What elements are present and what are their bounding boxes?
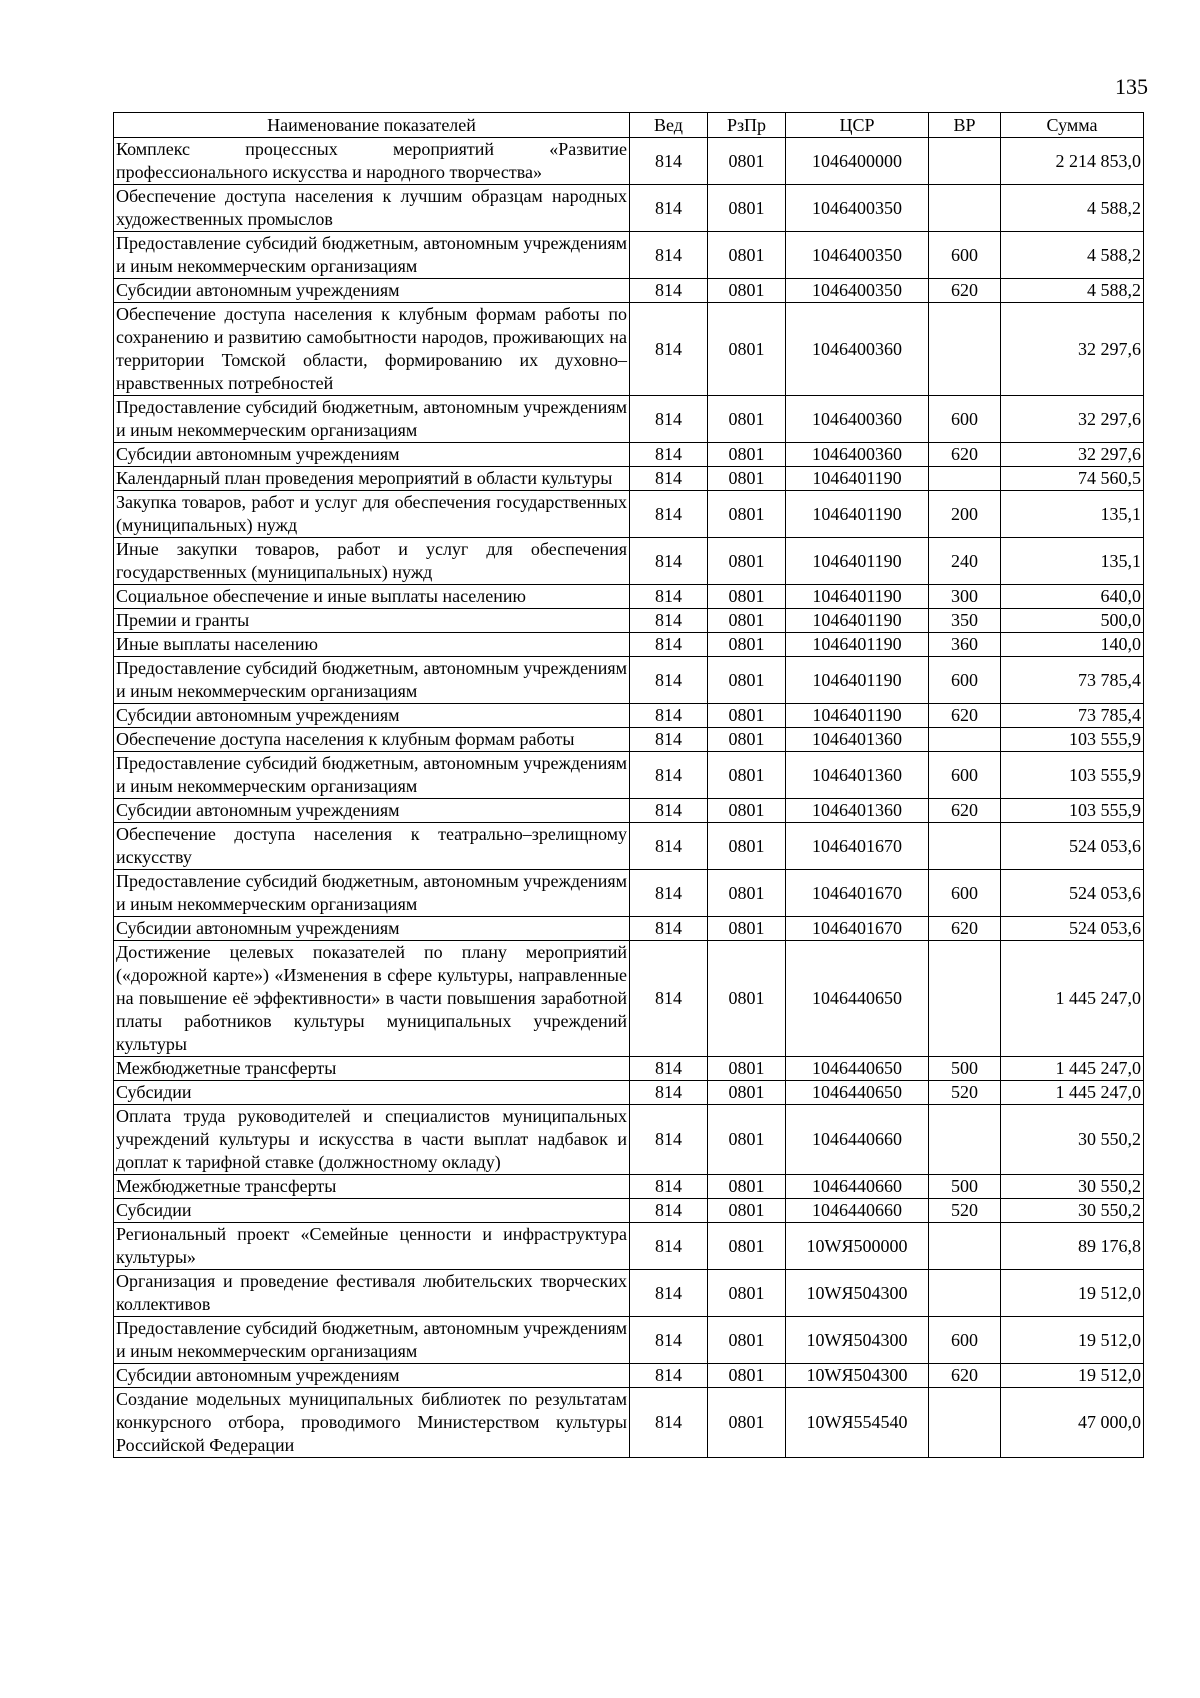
table-row (114, 443, 1144, 467)
cell-name: Создание модельных муниципальных библиотек по результатам конкурсного отбора, проводимого Министерством культуры Российской Федерации (114, 1388, 630, 1458)
cell-csr: 10WЯ500000 (786, 1223, 929, 1270)
cell-ved: 814 (630, 396, 708, 443)
cell-sum: 30 550,2 (1001, 1105, 1144, 1175)
cell-vr (929, 1105, 1001, 1175)
table-row (114, 870, 1144, 917)
cell-ved: 814 (630, 585, 708, 609)
cell-ved: 814 (630, 799, 708, 823)
cell-name: Субсидии автономным учреждениям (114, 443, 630, 467)
cell-rzpr: 0801 (708, 1081, 786, 1105)
cell-vr: 600 (929, 870, 1001, 917)
table-row (114, 704, 1144, 728)
header-ved: Вед (630, 113, 708, 138)
cell-name: Предоставление субсидий бюджетным, автономным учреждениям и иным некоммерческим организациям (114, 752, 630, 799)
cell-name: Обеспечение доступа населения к театрально–зрелищному искусству (114, 823, 630, 870)
cell-name: Межбюджетные трансферты (114, 1057, 630, 1081)
cell-ved: 814 (630, 917, 708, 941)
cell-sum: 524 053,6 (1001, 917, 1144, 941)
cell-rzpr: 0801 (708, 303, 786, 396)
cell-vr: 520 (929, 1081, 1001, 1105)
table-row (114, 1223, 1144, 1270)
cell-vr: 600 (929, 657, 1001, 704)
cell-csr: 1046440660 (786, 1105, 929, 1175)
table-row (114, 799, 1144, 823)
cell-ved: 814 (630, 823, 708, 870)
cell-ved: 814 (630, 728, 708, 752)
cell-vr (929, 1270, 1001, 1317)
table-row (114, 1199, 1144, 1223)
cell-name: Организация и проведение фестиваля любительских творческих коллективов (114, 1270, 630, 1317)
cell-csr: 1046400000 (786, 138, 929, 185)
cell-name: Субсидии (114, 1081, 630, 1105)
cell-vr (929, 138, 1001, 185)
cell-vr: 620 (929, 704, 1001, 728)
cell-ved: 814 (630, 1105, 708, 1175)
cell-csr: 1046400360 (786, 443, 929, 467)
cell-vr: 600 (929, 396, 1001, 443)
cell-ved: 814 (630, 1175, 708, 1199)
cell-sum: 524 053,6 (1001, 823, 1144, 870)
cell-rzpr: 0801 (708, 185, 786, 232)
cell-csr: 1046401190 (786, 585, 929, 609)
cell-vr: 620 (929, 443, 1001, 467)
cell-csr: 1046440650 (786, 941, 929, 1057)
cell-sum: 4 588,2 (1001, 185, 1144, 232)
cell-ved: 814 (630, 941, 708, 1057)
cell-rzpr: 0801 (708, 704, 786, 728)
cell-ved: 814 (630, 1199, 708, 1223)
cell-sum: 640,0 (1001, 585, 1144, 609)
cell-vr: 300 (929, 585, 1001, 609)
cell-vr: 600 (929, 1317, 1001, 1364)
table-row (114, 941, 1144, 1057)
cell-vr (929, 467, 1001, 491)
budget-table (113, 112, 1144, 1458)
cell-vr: 600 (929, 752, 1001, 799)
cell-csr: 1046400360 (786, 396, 929, 443)
cell-name: Социальное обеспечение и иные выплаты населению (114, 585, 630, 609)
cell-vr: 350 (929, 609, 1001, 633)
header-rzpr: РзПр (708, 113, 786, 138)
cell-sum: 524 053,6 (1001, 870, 1144, 917)
cell-ved: 814 (630, 1388, 708, 1458)
cell-csr: 1046401670 (786, 917, 929, 941)
cell-vr: 200 (929, 491, 1001, 538)
table-row (114, 138, 1144, 185)
cell-name: Календарный план проведения мероприятий в области культуры (114, 467, 630, 491)
cell-rzpr: 0801 (708, 538, 786, 585)
table-row (114, 538, 1144, 585)
cell-name: Обеспечение доступа населения к лучшим образцам народных художественных промыслов (114, 185, 630, 232)
cell-csr: 10WЯ504300 (786, 1317, 929, 1364)
cell-sum: 73 785,4 (1001, 704, 1144, 728)
table-row (114, 232, 1144, 279)
cell-sum: 19 512,0 (1001, 1270, 1144, 1317)
cell-vr (929, 185, 1001, 232)
cell-csr: 1046401670 (786, 870, 929, 917)
cell-name: Премии и гранты (114, 609, 630, 633)
table-row (114, 279, 1144, 303)
cell-ved: 814 (630, 185, 708, 232)
table-row (114, 1270, 1144, 1317)
cell-csr: 1046401670 (786, 823, 929, 870)
cell-csr: 1046400350 (786, 185, 929, 232)
table-row (114, 823, 1144, 870)
cell-ved: 814 (630, 443, 708, 467)
cell-ved: 814 (630, 1081, 708, 1105)
cell-vr (929, 728, 1001, 752)
cell-ved: 814 (630, 279, 708, 303)
cell-ved: 814 (630, 1270, 708, 1317)
cell-vr: 620 (929, 279, 1001, 303)
cell-sum: 30 550,2 (1001, 1199, 1144, 1223)
table-row (114, 1388, 1144, 1458)
cell-csr: 10WЯ504300 (786, 1364, 929, 1388)
cell-rzpr: 0801 (708, 657, 786, 704)
cell-rzpr: 0801 (708, 823, 786, 870)
cell-csr: 1046440660 (786, 1175, 929, 1199)
cell-rzpr: 0801 (708, 585, 786, 609)
cell-rzpr: 0801 (708, 1057, 786, 1081)
cell-rzpr: 0801 (708, 728, 786, 752)
cell-vr: 500 (929, 1175, 1001, 1199)
cell-ved: 814 (630, 491, 708, 538)
cell-sum: 500,0 (1001, 609, 1144, 633)
cell-rzpr: 0801 (708, 467, 786, 491)
cell-sum: 30 550,2 (1001, 1175, 1144, 1199)
cell-csr: 1046440650 (786, 1057, 929, 1081)
table-row (114, 657, 1144, 704)
cell-vr (929, 303, 1001, 396)
cell-vr: 620 (929, 799, 1001, 823)
cell-sum: 103 555,9 (1001, 752, 1144, 799)
cell-vr: 620 (929, 1364, 1001, 1388)
table-row (114, 728, 1144, 752)
cell-csr: 1046400350 (786, 232, 929, 279)
cell-vr (929, 823, 1001, 870)
cell-ved: 814 (630, 303, 708, 396)
cell-csr: 1046401360 (786, 752, 929, 799)
cell-csr: 10WЯ554540 (786, 1388, 929, 1458)
cell-csr: 1046401190 (786, 467, 929, 491)
cell-rzpr: 0801 (708, 633, 786, 657)
table-row (114, 609, 1144, 633)
table-row (114, 1081, 1144, 1105)
cell-name: Предоставление субсидий бюджетным, автономным учреждениям и иным некоммерческим организациям (114, 232, 630, 279)
cell-name: Предоставление субсидий бюджетным, автономным учреждениям и иным некоммерческим организациям (114, 657, 630, 704)
cell-sum: 32 297,6 (1001, 303, 1144, 396)
cell-sum: 19 512,0 (1001, 1317, 1144, 1364)
cell-sum: 2 214 853,0 (1001, 138, 1144, 185)
cell-rzpr: 0801 (708, 396, 786, 443)
cell-csr: 1046401190 (786, 538, 929, 585)
cell-csr: 1046401190 (786, 491, 929, 538)
table-body (114, 138, 1144, 1458)
cell-name: Обеспечение доступа населения к клубным формам работы по сохранению и развитию самобытности народов, проживающих на территории Томской области, формированию их духовно–нравственных потребностей (114, 303, 630, 396)
table-row (114, 1175, 1144, 1199)
cell-sum: 140,0 (1001, 633, 1144, 657)
cell-name: Субсидии автономным учреждениям (114, 1364, 630, 1388)
cell-sum: 135,1 (1001, 491, 1144, 538)
cell-vr (929, 1223, 1001, 1270)
cell-name: Предоставление субсидий бюджетным, автономным учреждениям и иным некоммерческим организациям (114, 396, 630, 443)
table-header-row (114, 113, 1144, 138)
cell-csr: 1046401190 (786, 609, 929, 633)
cell-ved: 814 (630, 467, 708, 491)
cell-rzpr: 0801 (708, 491, 786, 538)
cell-rzpr: 0801 (708, 941, 786, 1057)
table-row (114, 1364, 1144, 1388)
cell-rzpr: 0801 (708, 1388, 786, 1458)
cell-csr: 1046401360 (786, 799, 929, 823)
cell-rzpr: 0801 (708, 609, 786, 633)
cell-rzpr: 0801 (708, 279, 786, 303)
cell-sum: 1 445 247,0 (1001, 1081, 1144, 1105)
cell-ved: 814 (630, 1223, 708, 1270)
cell-name: Межбюджетные трансферты (114, 1175, 630, 1199)
header-name: Наименование показателей (114, 113, 630, 138)
cell-rzpr: 0801 (708, 138, 786, 185)
cell-sum: 73 785,4 (1001, 657, 1144, 704)
cell-vr: 240 (929, 538, 1001, 585)
cell-ved: 814 (630, 138, 708, 185)
cell-name: Закупка товаров, работ и услуг для обеспечения государственных (муниципальных) нужд (114, 491, 630, 538)
header-csr: ЦСР (786, 113, 929, 138)
cell-name: Субсидии автономным учреждениям (114, 799, 630, 823)
cell-rzpr: 0801 (708, 1364, 786, 1388)
table-row (114, 491, 1144, 538)
cell-vr: 600 (929, 232, 1001, 279)
cell-name: Предоставление субсидий бюджетным, автономным учреждениям и иным некоммерческим организациям (114, 870, 630, 917)
cell-rzpr: 0801 (708, 752, 786, 799)
cell-name: Обеспечение доступа населения к клубным формам работы (114, 728, 630, 752)
cell-name: Региональный проект «Семейные ценности и инфраструктура культуры» (114, 1223, 630, 1270)
cell-vr: 360 (929, 633, 1001, 657)
cell-name: Субсидии автономным учреждениям (114, 704, 630, 728)
cell-vr (929, 1388, 1001, 1458)
cell-ved: 814 (630, 232, 708, 279)
cell-name: Предоставление субсидий бюджетным, автономным учреждениям и иным некоммерческим организациям (114, 1317, 630, 1364)
cell-sum: 19 512,0 (1001, 1364, 1144, 1388)
cell-sum: 32 297,6 (1001, 396, 1144, 443)
table-row (114, 396, 1144, 443)
cell-rzpr: 0801 (708, 443, 786, 467)
cell-csr: 1046440660 (786, 1199, 929, 1223)
cell-sum: 74 560,5 (1001, 467, 1144, 491)
header-sum: Сумма (1001, 113, 1144, 138)
cell-rzpr: 0801 (708, 1105, 786, 1175)
cell-ved: 814 (630, 704, 708, 728)
cell-sum: 1 445 247,0 (1001, 941, 1144, 1057)
cell-csr: 1046440650 (786, 1081, 929, 1105)
cell-ved: 814 (630, 1364, 708, 1388)
cell-csr: 1046400360 (786, 303, 929, 396)
cell-vr: 500 (929, 1057, 1001, 1081)
cell-sum: 135,1 (1001, 538, 1144, 585)
table-row (114, 1057, 1144, 1081)
table-row (114, 585, 1144, 609)
cell-ved: 814 (630, 609, 708, 633)
cell-rzpr: 0801 (708, 917, 786, 941)
cell-name: Субсидии автономным учреждениям (114, 917, 630, 941)
cell-csr: 1046401190 (786, 704, 929, 728)
table-row (114, 1317, 1144, 1364)
cell-ved: 814 (630, 1317, 708, 1364)
table-row (114, 752, 1144, 799)
cell-sum: 4 588,2 (1001, 232, 1144, 279)
cell-ved: 814 (630, 657, 708, 704)
cell-name: Субсидии (114, 1199, 630, 1223)
cell-name: Иные выплаты населению (114, 633, 630, 657)
cell-rzpr: 0801 (708, 1270, 786, 1317)
cell-ved: 814 (630, 633, 708, 657)
table-row (114, 185, 1144, 232)
cell-name: Иные закупки товаров, работ и услуг для обеспечения государственных (муниципальных) нужд (114, 538, 630, 585)
cell-vr: 520 (929, 1199, 1001, 1223)
table-row (114, 917, 1144, 941)
cell-rzpr: 0801 (708, 1199, 786, 1223)
table-row (114, 467, 1144, 491)
cell-name: Субсидии автономным учреждениям (114, 279, 630, 303)
cell-csr: 1046401360 (786, 728, 929, 752)
cell-ved: 814 (630, 1057, 708, 1081)
cell-ved: 814 (630, 538, 708, 585)
cell-rzpr: 0801 (708, 1223, 786, 1270)
cell-sum: 103 555,9 (1001, 728, 1144, 752)
cell-sum: 32 297,6 (1001, 443, 1144, 467)
cell-rzpr: 0801 (708, 232, 786, 279)
table-row (114, 303, 1144, 396)
cell-sum: 4 588,2 (1001, 279, 1144, 303)
page-number: 135 (1115, 74, 1148, 99)
table-row (114, 1105, 1144, 1175)
cell-rzpr: 0801 (708, 1317, 786, 1364)
header-vr: ВР (929, 113, 1001, 138)
cell-sum: 47 000,0 (1001, 1388, 1144, 1458)
cell-ved: 814 (630, 870, 708, 917)
cell-csr: 1046401190 (786, 657, 929, 704)
cell-csr: 1046401190 (786, 633, 929, 657)
cell-rzpr: 0801 (708, 1175, 786, 1199)
cell-ved: 814 (630, 752, 708, 799)
cell-vr (929, 941, 1001, 1057)
table-row (114, 633, 1144, 657)
cell-csr: 1046400350 (786, 279, 929, 303)
cell-name: Комплекс процессных мероприятий «Развитие профессионального искусства и народного творчества» (114, 138, 630, 185)
cell-sum: 1 445 247,0 (1001, 1057, 1144, 1081)
cell-sum: 103 555,9 (1001, 799, 1144, 823)
cell-name: Достижение целевых показателей по плану мероприятий («дорожной карте») «Изменения в сфере культуры, направленные на повышение её эффективности» в части повышения заработной платы работников культуры муниципальных учреждений культуры (114, 941, 630, 1057)
cell-rzpr: 0801 (708, 870, 786, 917)
cell-csr: 10WЯ504300 (786, 1270, 929, 1317)
cell-rzpr: 0801 (708, 799, 786, 823)
cell-vr: 620 (929, 917, 1001, 941)
cell-name: Оплата труда руководителей и специалистов муниципальных учреждений культуры и искусства в части выплат надбавок и доплат к тарифной ставке (должностному окладу) (114, 1105, 630, 1175)
cell-sum: 89 176,8 (1001, 1223, 1144, 1270)
